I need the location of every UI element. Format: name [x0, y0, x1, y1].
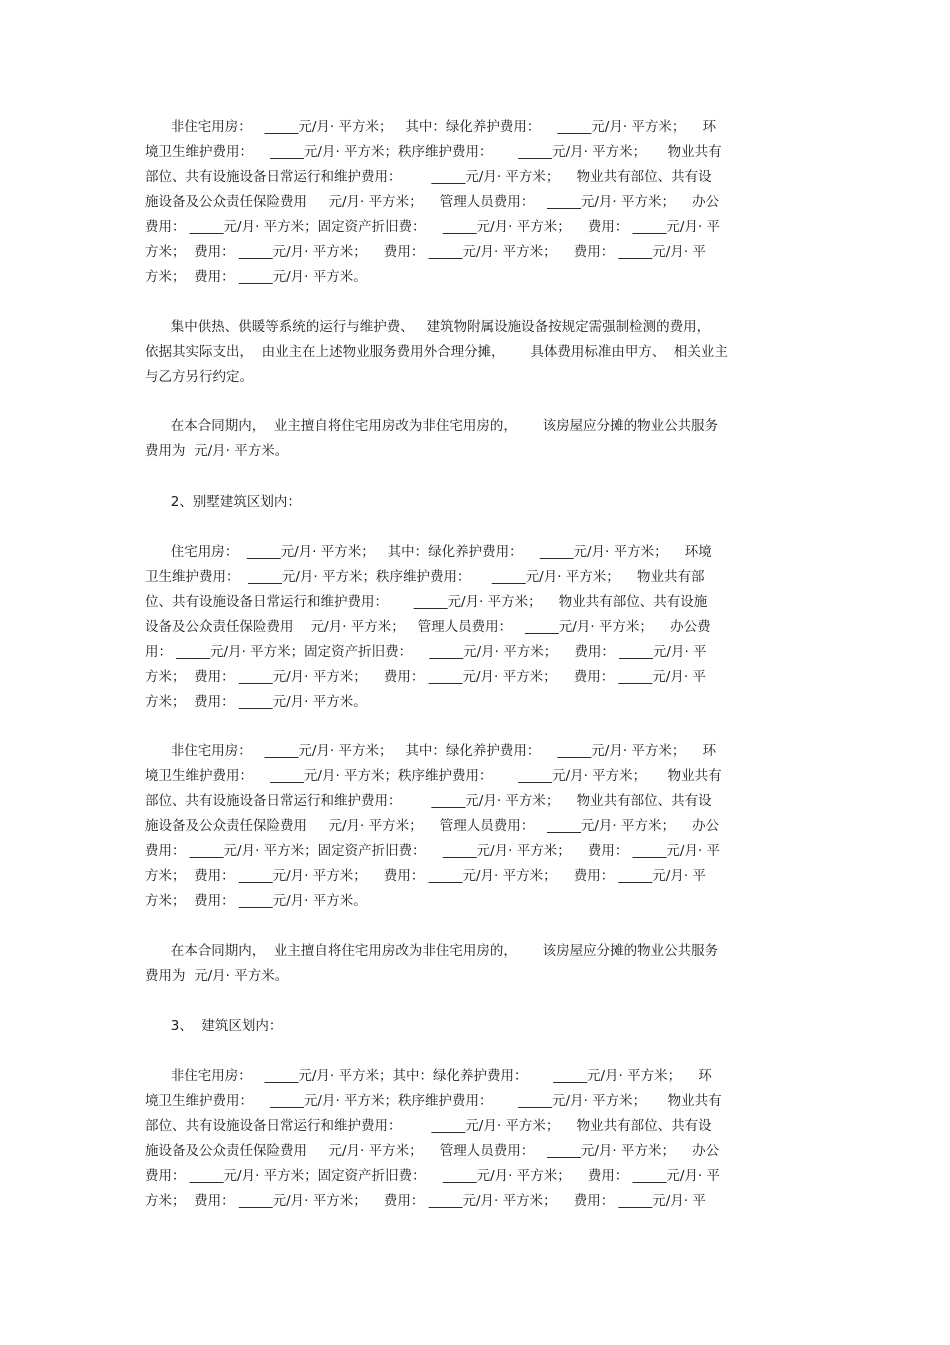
text-line: 集中供热、供暖等系统的运行与维护费、 建筑物附属设施设备按规定需强制检测的费用，	[145, 319, 711, 335]
heading-text: 2、别墅建筑区划内：	[145, 494, 301, 510]
text-line: 费用： _____元/月· 平方米；固定资产折旧费： _____元/月· 平方米； 费用： _____元/月· 平	[145, 843, 721, 859]
text-line: 在本合同期内， 业主擅自将住宅用房改为非住宅用房的， 该房屋应分摊的物业公共服务	[145, 418, 719, 434]
text-line: 费用为 元/月· 平方米。	[145, 443, 289, 459]
paragraph-heating-costs	[145, 315, 805, 390]
text-line: 费用： _____元/月· 平方米；固定资产折旧费： _____元/月· 平方米； 费用： _____元/月· 平	[145, 1168, 721, 1184]
text-line: 境卫生维护费用： _____元/月· 平方米；秩序维护费用： _____元/月· 平方米； 物业共有	[145, 1093, 722, 1109]
text-line: 施设备及公众责任保险费用 元/月· 平方米； 管理人员费用： _____元/月· 平方米； 办公	[145, 1143, 720, 1159]
text-line: 设备及公众责任保险费用 元/月· 平方米； 管理人员费用： _____元/月· 平方米； 办公费	[145, 619, 711, 635]
text-line: 在本合同期内， 业主擅自将住宅用房改为非住宅用房的， 该房屋应分摊的物业公共服务	[145, 943, 719, 959]
text-line: 方米； 费用： _____元/月· 平方米； 费用： _____元/月· 平方米； 费用： _____元/月· 平	[145, 244, 706, 260]
text-line: 非住宅用房： _____元/月· 平方米； 其中：绿化养护费用： _____元/月· 平方米； 环	[145, 119, 717, 135]
text-line: 位、共有设施设备日常运行和维护费用： _____元/月· 平方米； 物业共有部位、共有设施	[145, 594, 708, 610]
paragraph-section3-non-residential-fees	[145, 1064, 805, 1214]
text-line: 境卫生维护费用： _____元/月· 平方米；秩序维护费用： _____元/月· 平方米； 物业共有	[145, 144, 722, 160]
paragraph-villa-residential-fees	[145, 540, 805, 715]
text-line: 依据其实际支出， 由业主在上述物业服务费用外合理分摊， 具体费用标准由甲方、 相关业主	[145, 344, 728, 360]
text-line: 用： _____元/月· 平方米；固定资产折旧费： _____元/月· 平方米； 费用： _____元/月· 平	[145, 644, 707, 660]
text-line: 方米； 费用： _____元/月· 平方米； 费用： _____元/月· 平方米； 费用： _____元/月· 平	[145, 1193, 706, 1209]
text-line: 方米； 费用： _____元/月· 平方米。	[145, 269, 367, 285]
text-line: 非住宅用房： _____元/月· 平方米； 其中：绿化养护费用： _____元/月· 平方米； 环	[145, 743, 717, 759]
text-line: 方米； 费用： _____元/月· 平方米。	[145, 694, 367, 710]
text-line: 方米； 费用： _____元/月· 平方米。	[145, 893, 367, 909]
text-line: 与乙方另行约定。	[145, 369, 253, 385]
text-line: 部位、共有设施设备日常运行和维护费用： _____元/月· 平方米； 物业共有部位、共有设	[145, 793, 712, 809]
text-line: 方米； 费用： _____元/月· 平方米； 费用： _____元/月· 平方米； 费用： _____元/月· 平	[145, 669, 706, 685]
text-line: 部位、共有设施设备日常运行和维护费用： _____元/月· 平方米； 物业共有部位、共有设	[145, 1118, 712, 1134]
text-line: 费用： _____元/月· 平方米；固定资产折旧费： _____元/月· 平方米； 费用： _____元/月· 平	[145, 219, 721, 235]
text-line: 费用为 元/月· 平方米。	[145, 968, 289, 984]
paragraph-non-residential-fees	[145, 115, 805, 290]
paragraph-villa-non-residential-fees	[145, 739, 805, 914]
heading-text: 3、 建筑区划内：	[145, 1018, 283, 1034]
text-line: 卫生维护费用： _____元/月· 平方米；秩序维护费用： _____元/月· 平方米； 物业共有部	[145, 569, 705, 585]
section-heading-villa	[145, 490, 805, 515]
text-line: 非住宅用房： _____元/月· 平方米；其中：绿化养护费用： _____元/月· 平方米； 环	[145, 1068, 712, 1084]
text-line: 住宅用房： _____元/月· 平方米； 其中：绿化养护费用： _____元/月· 平方米； 环境	[145, 544, 712, 560]
text-line: 施设备及公众责任保险费用 元/月· 平方米； 管理人员费用： _____元/月· 平方米； 办公	[145, 194, 720, 210]
text-line: 境卫生维护费用： _____元/月· 平方米；秩序维护费用： _____元/月· 平方米； 物业共有	[145, 768, 722, 784]
section-heading-3	[145, 1014, 805, 1039]
paragraph-conversion-clause	[145, 414, 805, 464]
text-line: 方米； 费用： _____元/月· 平方米； 费用： _____元/月· 平方米； 费用： _____元/月· 平	[145, 868, 706, 884]
text-line: 施设备及公众责任保险费用 元/月· 平方米； 管理人员费用： _____元/月· 平方米； 办公	[145, 818, 720, 834]
paragraph-villa-conversion-clause	[145, 939, 805, 989]
text-line: 部位、共有设施设备日常运行和维护费用： _____元/月· 平方米； 物业共有部位、共有设	[145, 169, 712, 185]
